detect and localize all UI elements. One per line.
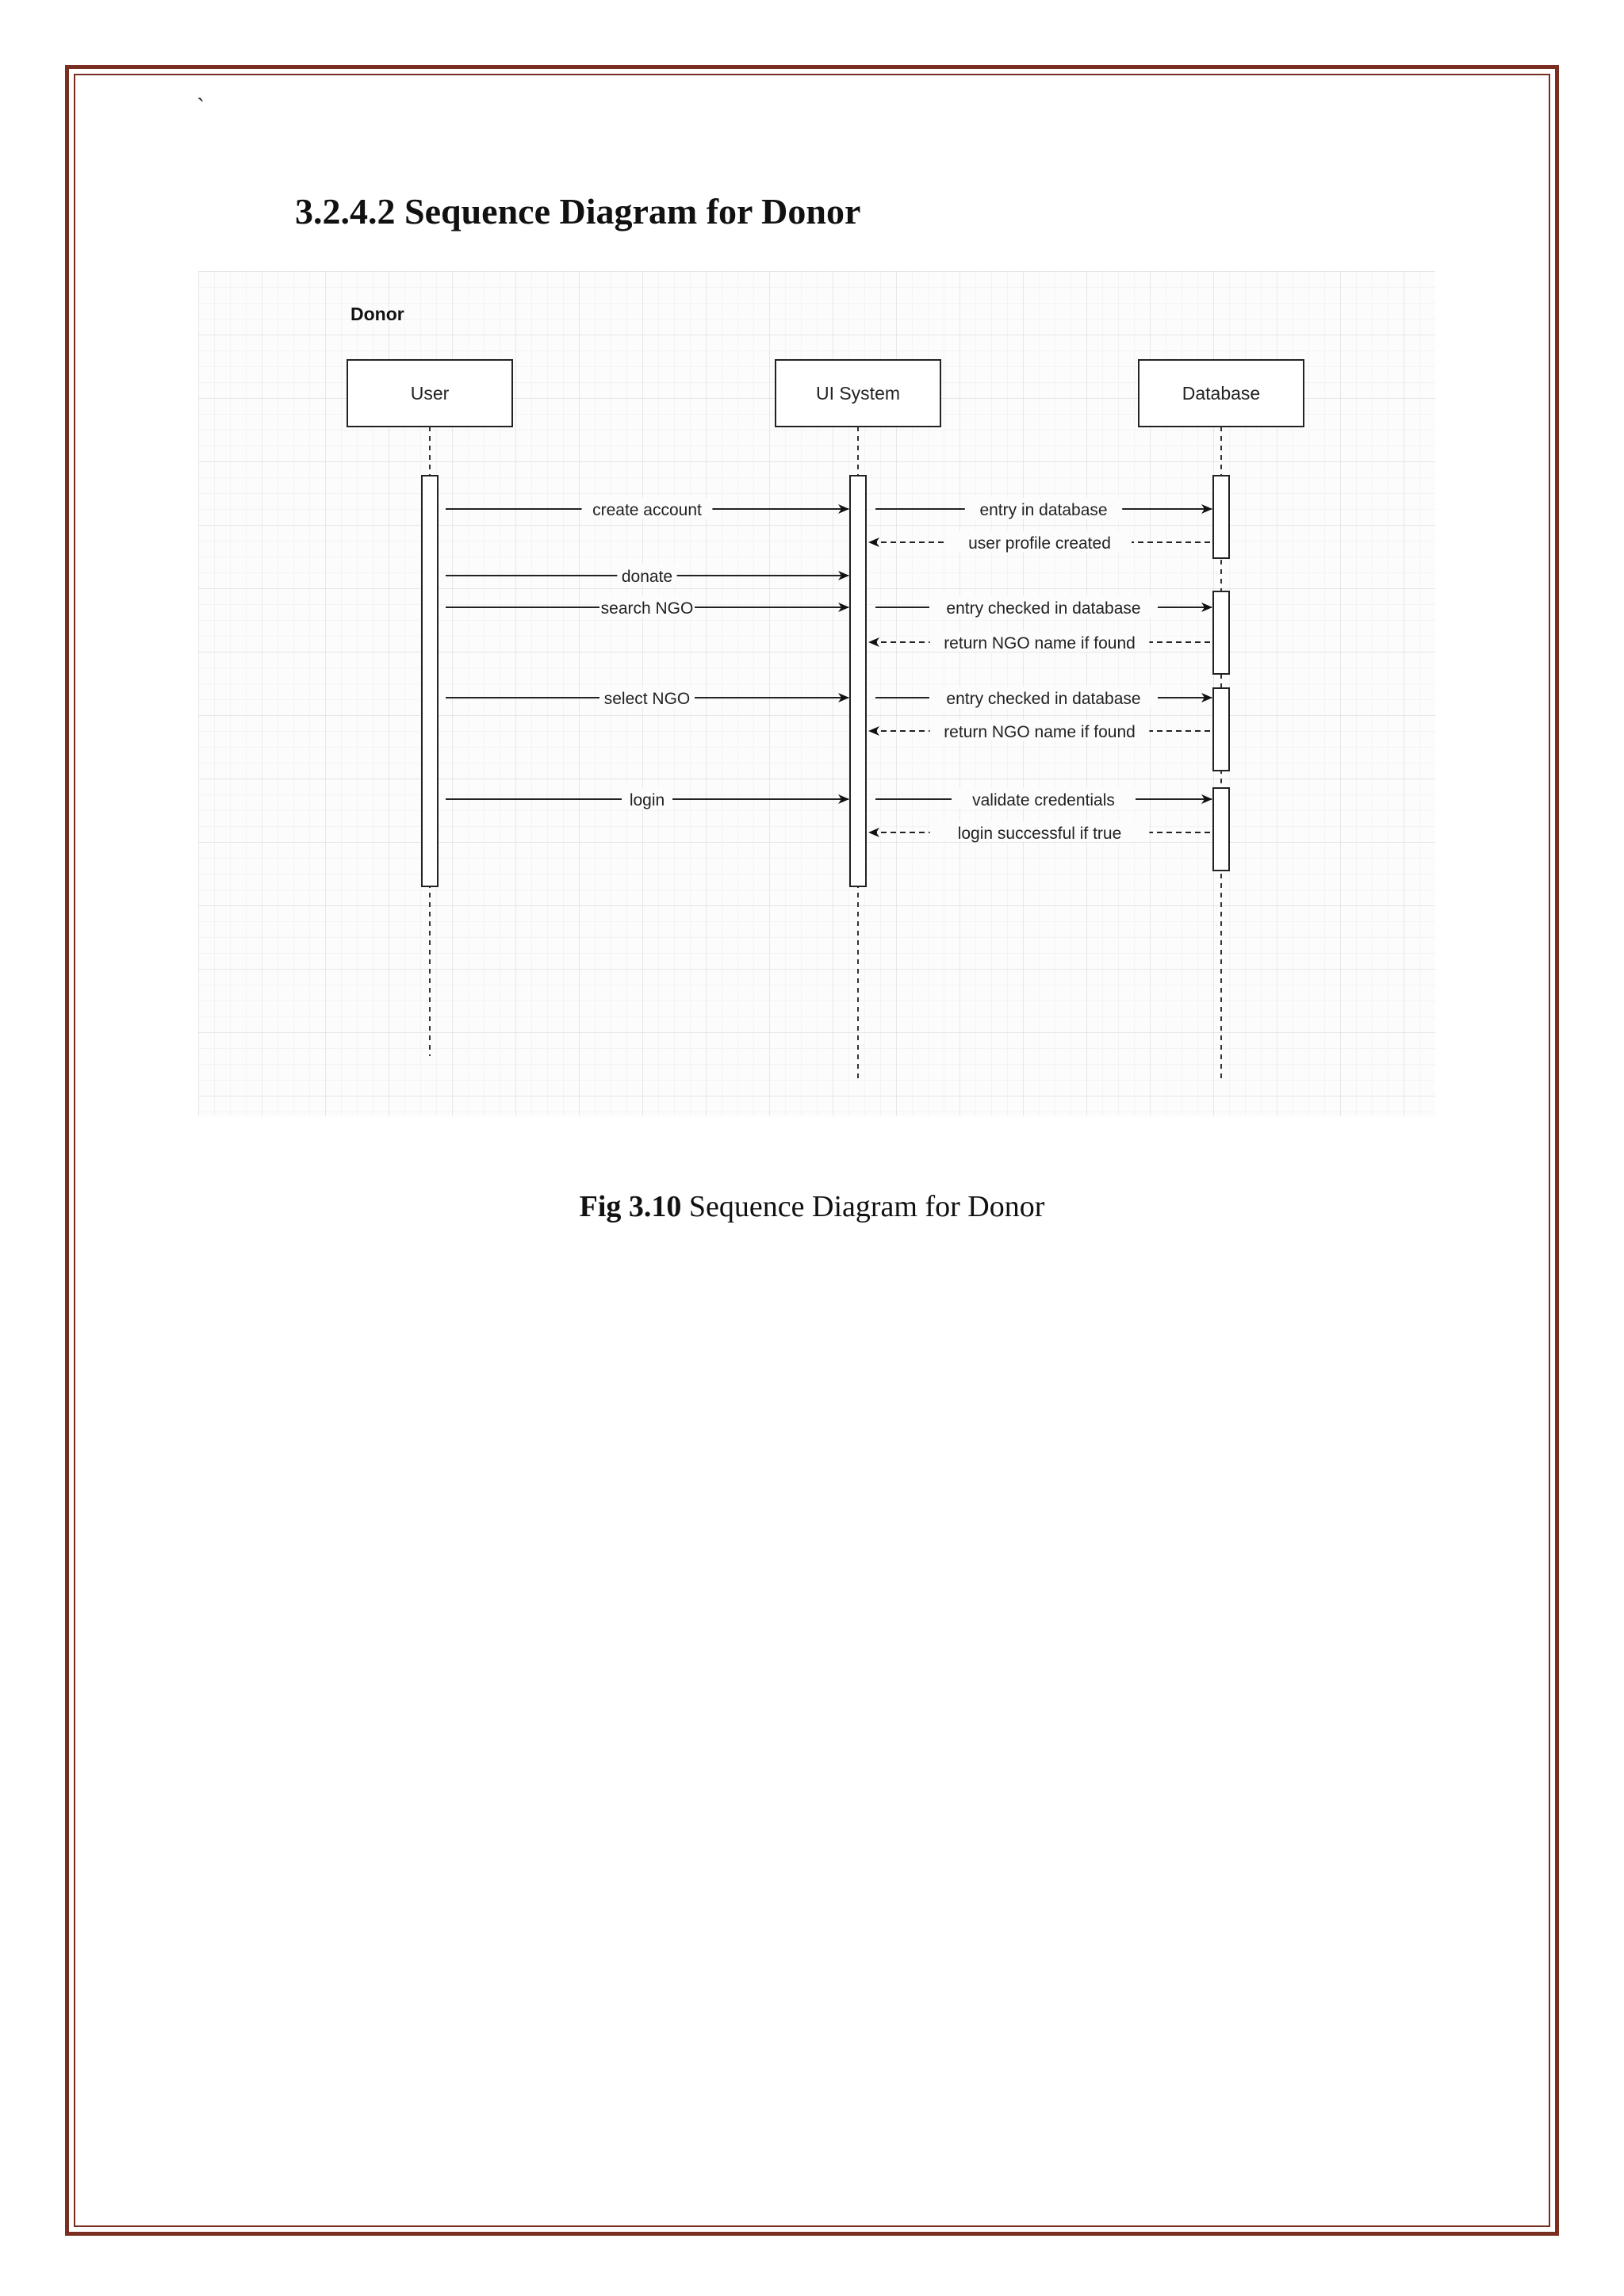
- message-label: login: [629, 791, 665, 809]
- stray-backtick: `: [197, 94, 205, 120]
- message-label: entry checked in database: [946, 690, 1141, 708]
- lifeline-label-ui-system: UI System: [815, 383, 901, 404]
- message-label: return NGO name if found: [944, 723, 1136, 741]
- caption-text: Sequence Diagram for Donor: [688, 1190, 1045, 1223]
- section-heading: 3.2.4.2 Sequence Diagram for Donor: [295, 191, 861, 232]
- caption-label: Fig 3.10: [579, 1190, 682, 1223]
- message-label: select NGO: [603, 690, 691, 708]
- activation-bar: [1213, 688, 1229, 771]
- message-label: return NGO name if found: [944, 634, 1136, 652]
- activation-bar: [1213, 476, 1229, 558]
- message-label: create account: [592, 501, 702, 519]
- activation-bar: [1213, 788, 1229, 871]
- message-label: search NGO: [600, 599, 694, 618]
- figure-caption: [0, 1189, 1624, 1224]
- lifeline-label-database: Database: [1182, 383, 1261, 404]
- message-label: validate credentials: [972, 791, 1115, 809]
- activation-bar: [1213, 591, 1229, 674]
- activation-bar: [422, 476, 438, 886]
- sequence-diagram: [198, 271, 1435, 1116]
- lifeline-label-user: User: [410, 383, 450, 404]
- message-label: entry checked in database: [946, 599, 1141, 618]
- message-label: entry in database: [979, 501, 1108, 519]
- message-label: user profile created: [968, 534, 1111, 553]
- message-label: donate: [621, 568, 673, 586]
- activation-bar: [850, 476, 866, 886]
- frame-title: Donor: [350, 304, 404, 324]
- message-label: login successful if true: [957, 825, 1122, 843]
